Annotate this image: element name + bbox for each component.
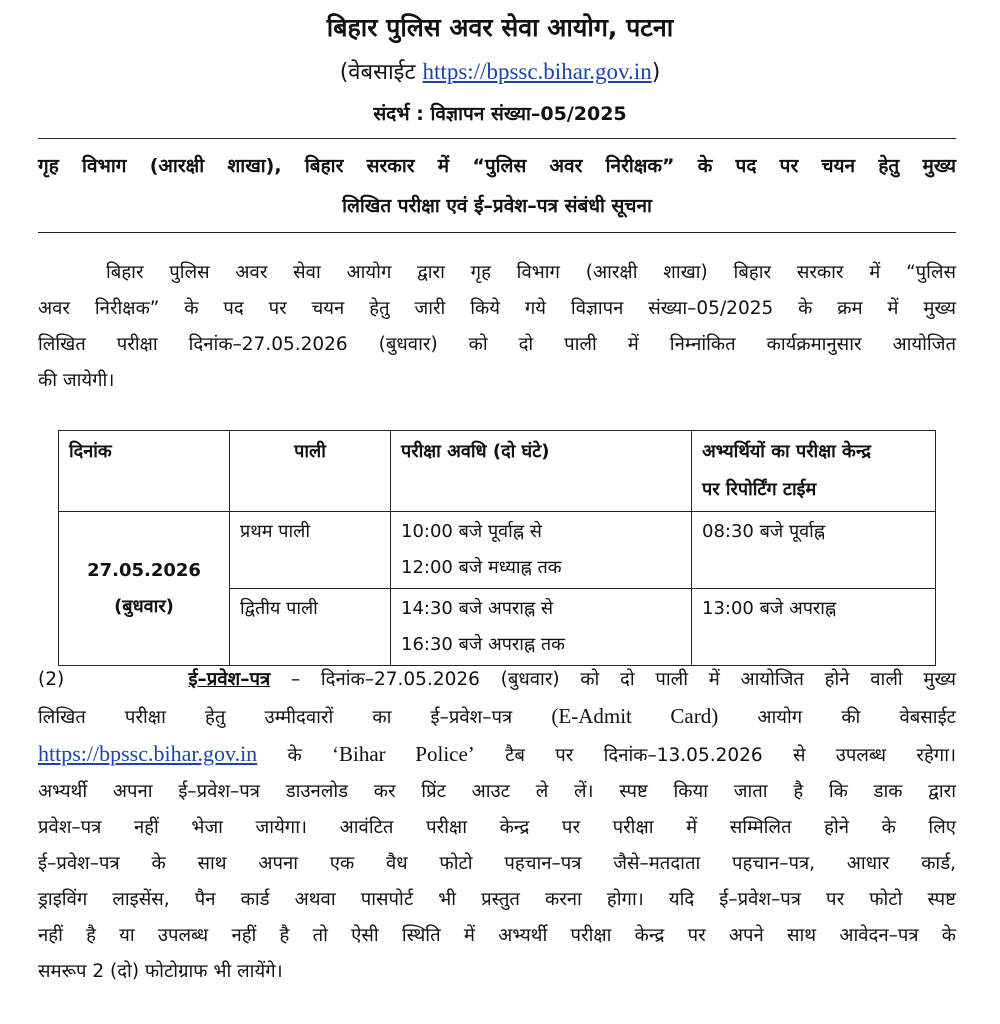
time-start: 10:00 बजे पूर्वाह्न से [401, 521, 542, 542]
bihar-police-tab-label: ‘Bihar Police’ [332, 742, 475, 766]
table-header-row [59, 431, 936, 512]
notice-subject [38, 146, 956, 226]
shift-cell: प्रथम पाली [230, 512, 391, 589]
divider-top [38, 138, 956, 139]
exam-date-cell [59, 512, 230, 666]
time-cell [391, 589, 692, 666]
time-start: 14:30 बजे अपराह्न से [401, 598, 554, 619]
header-reporting-time [692, 431, 936, 512]
e-admit-card-label: (E-Admit Card) [551, 704, 719, 728]
section-2-line [38, 698, 956, 736]
section-2-line [38, 662, 956, 698]
time-cell [391, 512, 692, 589]
section-2-text: टैब पर दिनांक–13.05.2026 से उपलब्ध रहेगा। [505, 745, 957, 766]
header-date: दिनांक [59, 431, 230, 512]
section-2-paragraph [38, 662, 956, 990]
intro-line: लिखित परीक्षा दिनांक–27.05.2026 (बुधवार) को दो पाली में निम्नांकित कार्यक्रमानुसार आयोजित [38, 334, 956, 355]
section-2-line: अभ्यर्थी अपना ई–प्रवेश–पत्र डाउनलोड कर प्रिंट आउट ले लें। स्पष्ट किया जाता है कि डाक द्वारा [38, 781, 956, 802]
exam-day: (बुधवार) [114, 595, 174, 617]
section-2-line: समरूप 2 (दो) फोटोग्राफ भी लायेंगे। [38, 961, 283, 982]
divider-bottom [38, 232, 956, 233]
section-number: (2) [38, 669, 65, 690]
time-end: 12:00 बजे मध्याह्न तक [401, 557, 562, 578]
organization-title: बिहार पुलिस अवर सेवा आयोग, पटना [326, 13, 674, 42]
website-prefix: (वेबसाईट [339, 60, 416, 85]
table-row [59, 512, 936, 589]
section-2-line [38, 736, 956, 774]
reporting-cell: 08:30 बजे पूर्वाह्न [692, 512, 936, 589]
section-2-line: ड्राइविंग लाइसेंस, पैन कार्ड अथवा पासपोर्ट भी प्रस्तुत करना होगा। यदि ई–प्रवेश–पत्र पर फोटो स्पष्ट [38, 889, 956, 910]
intro-line: की जायेगी। [38, 370, 115, 391]
reporting-cell: 13:00 बजे अपराह्न [692, 589, 936, 666]
header-duration: परीक्षा अवधि (दो घंटे) [391, 431, 692, 512]
section-2-line: ई–प्रवेश–पत्र के साथ अपना एक वैध फोटो पहचान–पत्र जैसे–मतदाता पहचान–पत्र, आधार कार्ड, [38, 853, 956, 874]
reference-line: संदर्भ : विज्ञापन संख्या–05/2025 [373, 103, 627, 125]
section-2-text: के [287, 745, 302, 766]
header-shift: पाली [230, 431, 391, 512]
shift-cell: द्वितीय पाली [230, 589, 391, 666]
subject-line-2: लिखित परीक्षा एवं ई–प्रवेश–पत्र संबंधी सूचना [342, 195, 652, 217]
section-title: ई–प्रवेश–पत्र [188, 669, 271, 690]
section-2-line: नहीं है या उपलब्ध नहीं है तो ऐसी स्थिति में अभ्यर्थी परीक्षा केन्द्र पर अपने साथ आवेदन–पत्र के [38, 925, 956, 946]
header-reporting-line-2: पर रिपोर्टिंग टाईम [702, 479, 817, 500]
subject-line-1: गृह विभाग (आरक्षी शाखा), बिहार सरकार में “पुलिस अवर निरीक्षक” के पद पर चयन हेतु मुख्य [38, 155, 956, 177]
section-2-line: प्रवेश–पत्र नहीं भेजा जायेगा। आवंटित परीक्षा केन्द्र पर परीक्षा में सम्मिलित होने के लिए [38, 817, 956, 838]
website-link[interactable]: https://bpssc.bihar.gov.in [422, 59, 652, 84]
time-end: 16:30 बजे अपराह्न तक [401, 634, 565, 655]
website-suffix: ) [651, 60, 661, 85]
website-line [0, 56, 1000, 86]
section-2-text: लिखित परीक्षा हेतु उम्मीदवारों का ई–प्रवेश–पत्र [38, 707, 513, 728]
intro-line: बिहार पुलिस अवर सेवा आयोग द्वारा गृह विभाग (आरक्षी शाखा) बिहार सरकार में “पुलिस [106, 262, 956, 283]
exam-schedule-table [58, 430, 936, 666]
section-2-text: – दिनांक–27.05.2026 (बुधवार) को दो पाली में आयोजित होने वाली मुख्य [290, 669, 956, 690]
intro-paragraph [38, 255, 956, 399]
section-2-text: आयोग की वेबसाईट [757, 707, 957, 728]
header-reporting-line-1: अभ्यर्थियों का परीक्षा केन्द्र [702, 441, 871, 462]
admit-card-website-link[interactable]: https://bpssc.bihar.gov.in [38, 741, 258, 766]
exam-date: 27.05.2026 [87, 559, 201, 581]
intro-line: अवर निरीक्षक” के पद पर चयन हेतु जारी किये गये विज्ञापन संख्या–05/2025 के क्रम में मुख्य [38, 298, 956, 319]
